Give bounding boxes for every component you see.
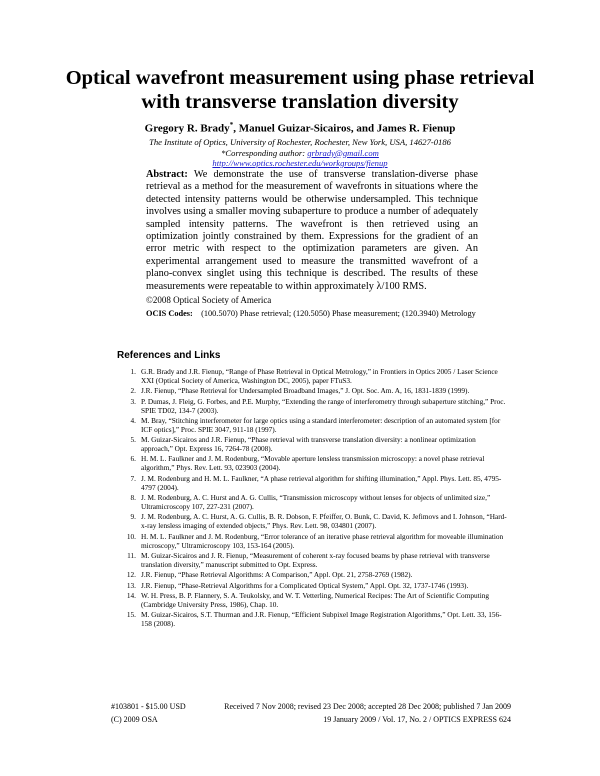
reference-number: 12.: [126, 570, 136, 580]
reference-number: 5.: [130, 435, 136, 445]
article-price: #103801 - $15.00 USD: [111, 702, 186, 711]
reference-number: 2.: [130, 386, 136, 396]
reference-number: 7.: [130, 473, 136, 483]
abstract-label: Abstract:: [146, 169, 188, 180]
reference-text: H. M. L. Faulkner and J. M. Rodenburg, “Error tolerance of an iterative phase retrieval algorithm for moveable illumination microscopy,” Ultramicroscopy 103, 153-164 (2005).: [141, 531, 504, 550]
reference-text: G.R. Brady and J.R. Fienup, “Range of Phase Retrieval in Optical Metrology,” in Frontiers in Optics 2005 / Laser Science XXI (Optical Society of America, Washington DC, 2005), paper FTuS3.: [141, 367, 498, 385]
reference-text: M. Guizar-Sicairos and J.R. Fienup, “Phase retrieval with transverse translation diversity: a nonlinear optimization approach,” Opt. Express 16, 7264-78 (2008).: [141, 435, 476, 454]
reference-number: 11.: [127, 550, 136, 560]
reference-number: 3.: [130, 396, 136, 406]
reference-item: [125, 474, 508, 492]
reference-number: 10.: [126, 531, 136, 541]
publication-dates: Received 7 Nov 2008; revised 23 Dec 2008; accepted 28 Dec 2008; published 7 Jan 2009: [224, 702, 511, 711]
reference-item: [125, 397, 508, 415]
website-link[interactable]: http://www.optics.rochester.edu/workgroups/fienup: [212, 158, 388, 168]
author-list: [60, 121, 540, 135]
reference-item: [125, 551, 508, 569]
reference-text: J.R. Fienup, “Phase-Retrieval Algorithms for a Complicated Optical System,” Appl. Opt. 32, 1737-1746 (1993).: [141, 580, 469, 590]
reference-number: 8.: [130, 493, 136, 503]
reference-item: [125, 493, 508, 511]
paper-title: Optical wavefront measurement using phase retrieval with transverse translation diversity: [65, 67, 535, 113]
reference-item: [125, 435, 508, 453]
author-rest: , Manuel Guizar-Sicairos, and James R. Fienup: [233, 122, 456, 135]
reference-item: [125, 367, 508, 385]
reference-item: [125, 532, 508, 550]
affiliation-line: The Institute of Optics, University of Rochester, Rochester, New York, USA, 14627-0186: [149, 137, 451, 147]
affiliation: [60, 137, 540, 169]
reference-text: J. M. Rodenburg, A. C. Hurst, A. G. Cullis, B. R. Dobson, F. Pfeiffer, O. Bunk, C. David, K. Jefimovs and I. Johnson, “Hard-x-ray lensless imaging of extended objects,” Phys. Rev. Lett. 98, 034801 (2007).: [141, 512, 507, 531]
reference-item: [125, 386, 508, 395]
reference-number: 6.: [130, 454, 136, 464]
url-line: [60, 158, 540, 169]
reference-text: W. H. Press, B. P. Flannery, S. A. Teukolsky, and W. T. Vetterling, Numerical Recipes: The Art of Scientific Computing (Cambridge University Press, 1986), Chap. 10.: [141, 590, 490, 609]
journal-citation: 19 January 2009 / Vol. 17, No. 2 / OPTICS EXPRESS 624: [323, 715, 511, 724]
reference-number: 13.: [126, 580, 136, 590]
author-first: Gregory R. Brady: [144, 122, 230, 135]
reference-text: M. Guizar-Sicairos and J. R. Fienup, “Measurement of coherent x-ray focused beams by phase retrieval with transverse translation diversity,” manuscript submitted to Opt. Express.: [141, 550, 490, 569]
reference-text: H. M. L. Faulkner and J. M. Rodenburg, “Movable aperture lensless transmission microscopy: a novel phase retrieval algorithm,” Phys. Rev. Lett. 93, 023903 (2004).: [141, 454, 485, 473]
reference-item: [125, 591, 508, 609]
copyright: ©2008 Optical Society of America: [146, 295, 272, 305]
reference-text: J.R. Fienup, “Phase Retrieval for Undersampled Broadband Images,” J. Opt. Soc. Am. A, 16, 1831-1839 (1999).: [141, 386, 470, 396]
reference-number: 1.: [130, 367, 136, 376]
references-heading: References and Links: [117, 350, 221, 361]
reference-number: 4.: [130, 415, 136, 425]
corresponding-line: [60, 148, 540, 159]
reference-item: [125, 454, 508, 472]
reference-number: 15.: [126, 610, 136, 620]
reference-number: 14.: [126, 590, 136, 600]
reference-text: J.R. Fienup, “Phase Retrieval Algorithms: A Comparison,” Appl. Opt. 21, 2758-2769 (1982).: [141, 570, 413, 580]
reference-item: [125, 512, 508, 530]
email-link[interactable]: grbrady@gmail.com: [307, 147, 379, 158]
ocis-codes: [146, 309, 478, 319]
corresponding-mark: *: [229, 121, 234, 129]
reference-item: [125, 581, 508, 590]
reference-item: [125, 610, 508, 628]
corresponding-prefix: *Corresponding author:: [221, 147, 308, 158]
reference-text: J. M. Rodenburg and H. M. L. Faulkner, “A phase retrieval algorithm for shifting illumination,” Appl. Phys. Lett. 85, 4795-4797 (2004).: [141, 473, 502, 492]
reference-number: 9.: [130, 512, 136, 522]
reference-item: [125, 570, 508, 579]
ocis-text: (100.5070) Phase retrieval; (120.5050) Phase measurement; (120.3940) Metrology: [201, 309, 476, 318]
osa-copyright: (C) 2009 OSA: [111, 715, 158, 724]
reference-text: M. Bray, “Stitching interferometer for large optics using a standard interferometer: description of an automated system [for ICF optics],” Proc. SPIE 3047, 911-18 (1997).: [141, 415, 501, 434]
reference-list: [125, 367, 508, 629]
reference-text: J. M. Rodenburg, A. C. Hurst and A. G. Cullis, “Transmission microscopy without lenses for objects of unlimited size,” Ultramicroscopy 107, 227-231 (2007).: [141, 493, 491, 512]
ocis-label: OCIS Codes:: [146, 309, 193, 318]
abstract: [146, 169, 478, 293]
reference-text: P. Dumas, J. Fleig, G. Forbes, and P.E. Murphy, “Extending the range of interferometry through subaperture stitching,” Proc. SPIE TD02, 134-7 (2003).: [141, 396, 506, 415]
reference-item: [125, 416, 508, 434]
reference-text: M. Guizar-Sicairos, S.T. Thurman and J.R. Fienup, “Efficient Subpixel Image Registration Algorithms,” Opt. Lett. 33, 156-158 (2008).: [141, 610, 502, 629]
abstract-text: We demonstrate the use of transverse translation-diverse phase retrieval as a method for the measurement of wavefronts in situations where the detected intensity patterns would be otherwise undersampled. This technique involves using a smaller moving subaperture to produce a number of adequately sampled intensity patterns. The wavefront is then retrieved using an optimization jointly constrained by them. Expressions for the gradient of an error metric with respect to the optimization parameters are given. An experimental arrangement used to measure the transmitted wavefront of a plano-convex singlet using this technique is described. The results of these measurements were repeatable to within approximately λ/100 RMS.: [146, 169, 478, 292]
